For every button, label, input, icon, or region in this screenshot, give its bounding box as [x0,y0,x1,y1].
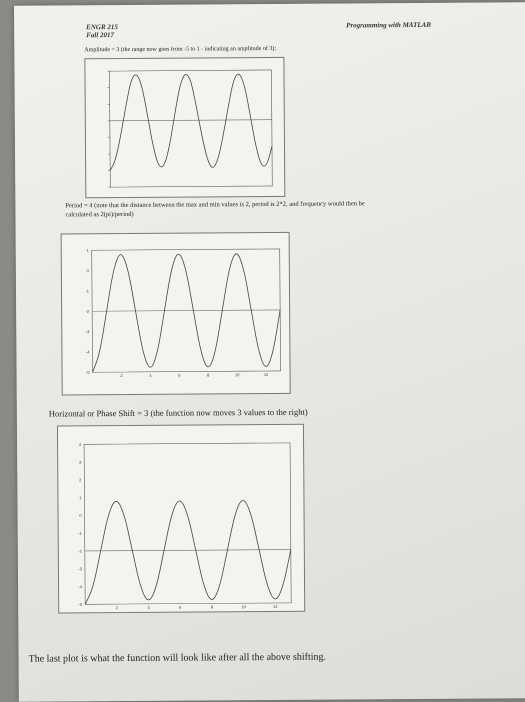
plot-period [61,232,291,396]
x-tick-label: 4 [147,605,150,610]
x-tick-label: 6 [179,605,182,610]
series-line [109,74,272,171]
y-tick-label: -1 [85,288,89,293]
plot-axes-frame [109,70,272,187]
x-tick-label: 4 [149,373,152,378]
x-tick-label: 2 [116,605,119,610]
y-tick-label: -2 [86,309,90,314]
chart-amplitude [85,58,284,197]
y-tick-label: -2 [78,548,82,553]
series-line [92,254,281,373]
y-tick-label: -3 [78,566,82,571]
y-tick-label: 0 [87,268,90,273]
chart-period [62,233,290,395]
period-note [65,199,364,219]
y-tick-label: 1 [79,495,82,500]
course-code: ENGR 215 [86,23,118,31]
baseline-line [92,310,280,311]
final-note: The last plot is what the function will look like after all the above shifting. [29,652,327,665]
x-tick-label: 8 [207,372,210,377]
y-tick-label: 3 [79,460,82,465]
plot-amplitude [84,57,285,198]
x-tick-label: 6 [178,373,181,378]
y-tick-label: -3 [86,329,90,334]
x-tick-label: 12 [273,604,278,609]
chart-phase-shift [58,425,304,613]
paper-page [14,2,525,702]
x-tick-label: 10 [241,604,246,609]
y-tick-label: -5 [79,602,83,607]
phase-shift-note: Horizontal or Phase Shift = 3 (the function now moves 3 values to the right) [49,407,308,419]
y-tick-label: 1 [86,248,89,253]
y-tick-label: 0 [79,513,82,518]
plot-phase-shift [57,424,305,614]
document-title: Programming with MATLAB [346,21,431,30]
x-tick-label: 8 [211,604,214,609]
x-tick-label: 12 [264,372,269,377]
plot-axes-frame [84,443,291,604]
x-tick-label: 2 [120,373,123,378]
baseline-line [110,120,272,121]
y-tick-label: 4 [79,442,82,447]
series-line [84,500,291,604]
y-tick-label: -4 [78,584,82,589]
period-note-line-1: Period = 4 (note that the distance between the max and min values is 2, period is 2*2, and frequency would then be [65,199,364,210]
period-note-line-2: calculated as 2(pi)/period) [65,208,364,219]
semester: Fall 2017 [86,31,114,39]
x-tick-label: 10 [235,372,240,377]
y-tick-label: -1 [78,531,82,536]
y-tick-label: -4 [86,349,90,354]
baseline-line [85,550,291,551]
amplitude-note: Amplitude = 3 (the range now goes from -5 to 1 - indicating an amplitude of 3); [84,46,276,53]
y-tick-label: 2 [79,477,82,482]
y-tick-label: -5 [86,370,90,375]
